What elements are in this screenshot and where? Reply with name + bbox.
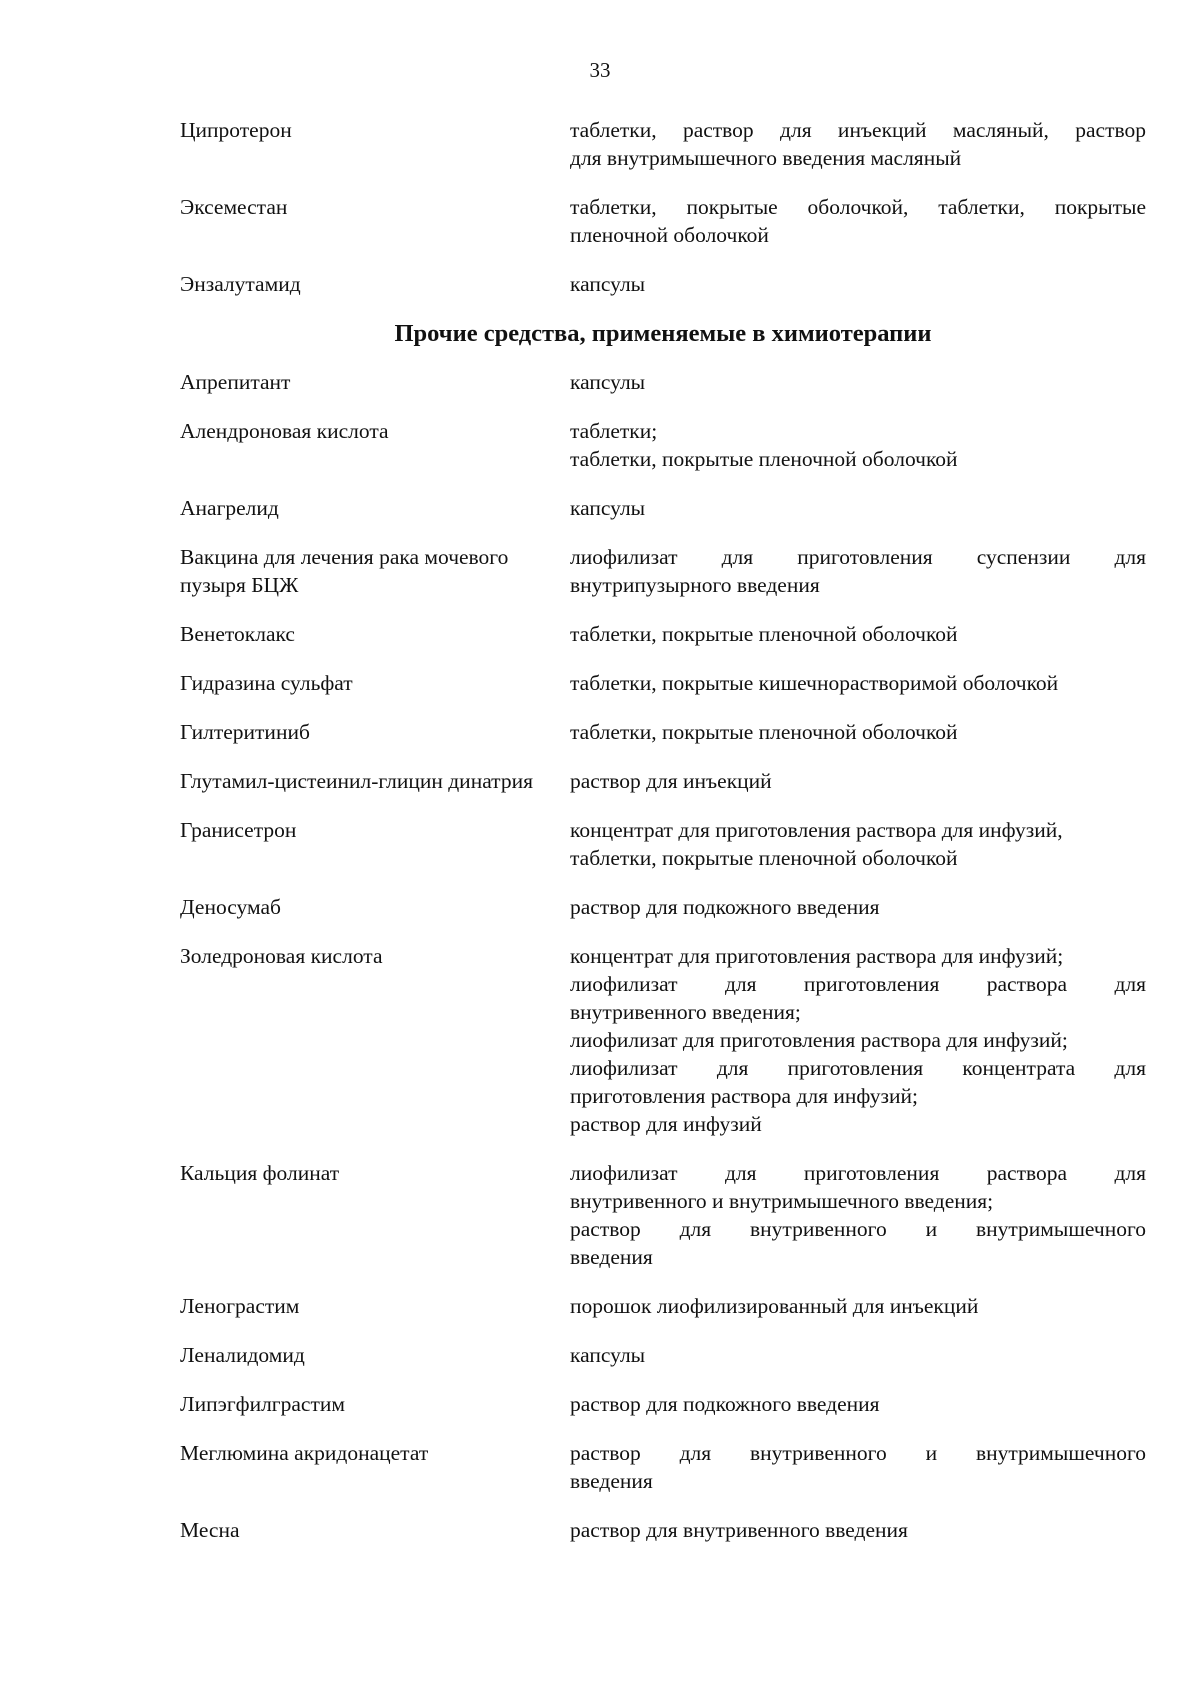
dosage-form-line: раствор для инъекций xyxy=(570,769,772,793)
dosage-form-line: приготовления раствора для инфузий; xyxy=(570,1084,919,1108)
dosage-form-line: лиофилизат для приготовления раствора для инфузий; xyxy=(570,1028,1068,1052)
drug-name: Гранисетрон xyxy=(180,818,297,842)
document-body xyxy=(180,116,1146,1565)
drug-name: Анагрелид xyxy=(180,496,279,520)
dosage-forms xyxy=(570,1159,1146,1271)
dosage-form-line: таблетки, раствор для инъекций масляный, раствор xyxy=(570,118,1146,142)
drug-name: Вакцина для лечения рака мочевого пузыря БЦЖ xyxy=(180,545,509,597)
dosage-forms xyxy=(570,718,1146,746)
dosage-forms xyxy=(570,1439,1146,1495)
dosage-forms xyxy=(570,1516,1146,1544)
dosage-form-line: таблетки, покрытые оболочкой, таблетки, покрытые xyxy=(570,195,1146,219)
dosage-form-line: таблетки, покрытые пленочной оболочкой xyxy=(570,846,958,870)
drug-row xyxy=(180,193,1146,249)
drug-name: Энзалутамид xyxy=(180,272,301,296)
drug-name: Алендроновая кислота xyxy=(180,419,389,443)
drug-row xyxy=(180,1159,1146,1271)
dosage-forms xyxy=(570,193,1146,249)
drug-row xyxy=(180,1516,1146,1544)
drug-row xyxy=(180,368,1146,396)
drug-row xyxy=(180,1390,1146,1418)
drug-row xyxy=(180,116,1146,172)
dosage-forms xyxy=(570,270,1146,298)
dosage-forms xyxy=(570,816,1146,872)
dosage-form-line: введения xyxy=(570,1469,653,1493)
drug-name: Эксеместан xyxy=(180,195,288,219)
dosage-forms xyxy=(570,893,1146,921)
dosage-form-line: концентрат для приготовления раствора для инфузий, xyxy=(570,818,1063,842)
dosage-forms xyxy=(570,417,1146,473)
drug-row xyxy=(180,1439,1146,1495)
dosage-forms xyxy=(570,942,1146,1138)
dosage-forms xyxy=(570,620,1146,648)
dosage-forms xyxy=(570,543,1146,599)
drug-row xyxy=(180,494,1146,522)
drug-name: Деносумаб xyxy=(180,895,281,919)
drug-name: Венетоклакс xyxy=(180,622,295,646)
dosage-form-line: лиофилизат для приготовления суспензии для xyxy=(570,545,1146,569)
drug-row xyxy=(180,543,1146,599)
dosage-forms xyxy=(570,767,1146,795)
dosage-form-line: лиофилизат для приготовления концентрата для xyxy=(570,1056,1146,1080)
drug-row xyxy=(180,718,1146,746)
dosage-form-line: раствор для внутривенного введения xyxy=(570,1518,908,1542)
dosage-form-line: лиофилизат для приготовления раствора для xyxy=(570,1161,1146,1185)
section-heading: Прочие средства, применяемые в химиотерапии xyxy=(394,320,932,347)
dosage-form-line: пленочной оболочкой xyxy=(570,223,769,247)
dosage-form-line: таблетки; xyxy=(570,419,658,443)
dosage-forms xyxy=(570,1341,1146,1369)
dosage-forms xyxy=(570,669,1146,697)
drug-name: Гидразина сульфат xyxy=(180,671,353,695)
dosage-form-line: капсулы xyxy=(570,496,646,520)
dosage-form-line: таблетки, покрытые кишечнорастворимой оболочкой xyxy=(570,671,1059,695)
drug-row xyxy=(180,669,1146,697)
dosage-form-line: введения xyxy=(570,1245,653,1269)
dosage-form-line: раствор для подкожного введения xyxy=(570,1392,880,1416)
dosage-forms xyxy=(570,116,1146,172)
dosage-form-line: капсулы xyxy=(570,370,646,394)
dosage-form-line: внутривенного введения; xyxy=(570,1000,801,1024)
drug-name: Леналидомид xyxy=(180,1343,305,1367)
drug-name: Кальция фолинат xyxy=(180,1161,340,1185)
drug-name: Апрепитант xyxy=(180,370,291,394)
drug-row xyxy=(180,1341,1146,1369)
drug-row xyxy=(180,816,1146,872)
dosage-form-line: раствор для внутривенного и внутримышечного xyxy=(570,1441,1146,1465)
dosage-forms xyxy=(570,1390,1146,1418)
dosage-form-line: капсулы xyxy=(570,272,646,296)
dosage-form-line: таблетки, покрытые пленочной оболочкой xyxy=(570,447,958,471)
drug-name: Гилтеритиниб xyxy=(180,720,310,744)
dosage-form-line: внутрипузырного введения xyxy=(570,573,820,597)
dosage-form-line: для внутримышечного введения масляный xyxy=(570,146,962,170)
drug-name: Золедроновая кислота xyxy=(180,944,383,968)
drug-name: Ципротерон xyxy=(180,118,292,142)
drug-row xyxy=(180,1292,1146,1320)
drug-name: Глутамил-цистеинил-глицин динатрия xyxy=(180,769,533,793)
drug-row xyxy=(180,893,1146,921)
dosage-form-line: внутривенного и внутримышечного введения; xyxy=(570,1189,994,1213)
drug-row xyxy=(180,767,1146,795)
dosage-form-line: таблетки, покрытые пленочной оболочкой xyxy=(570,720,958,744)
page-number: 33 xyxy=(589,58,611,82)
dosage-form-line: таблетки, покрытые пленочной оболочкой xyxy=(570,622,958,646)
drug-row xyxy=(180,270,1146,298)
drug-row xyxy=(180,417,1146,473)
dosage-form-line: порошок лиофилизированный для инъекций xyxy=(570,1294,979,1318)
drug-row xyxy=(180,620,1146,648)
dosage-form-line: раствор для инфузий xyxy=(570,1112,762,1136)
dosage-form-line: лиофилизат для приготовления раствора для xyxy=(570,972,1146,996)
dosage-form-line: концентрат для приготовления раствора для инфузий; xyxy=(570,944,1064,968)
drug-row xyxy=(180,942,1146,1138)
drug-name: Липэгфилграстим xyxy=(180,1392,345,1416)
dosage-forms xyxy=(570,1292,1146,1320)
dosage-form-line: раствор для внутривенного и внутримышечного xyxy=(570,1217,1146,1241)
drug-name: Месна xyxy=(180,1518,240,1542)
dosage-form-line: раствор для подкожного введения xyxy=(570,895,880,919)
dosage-form-line: капсулы xyxy=(570,1343,646,1367)
dosage-forms xyxy=(570,368,1146,396)
drug-name: Ленограстим xyxy=(180,1294,300,1318)
drug-name: Меглюмина акридонацетат xyxy=(180,1441,429,1465)
dosage-forms xyxy=(570,494,1146,522)
